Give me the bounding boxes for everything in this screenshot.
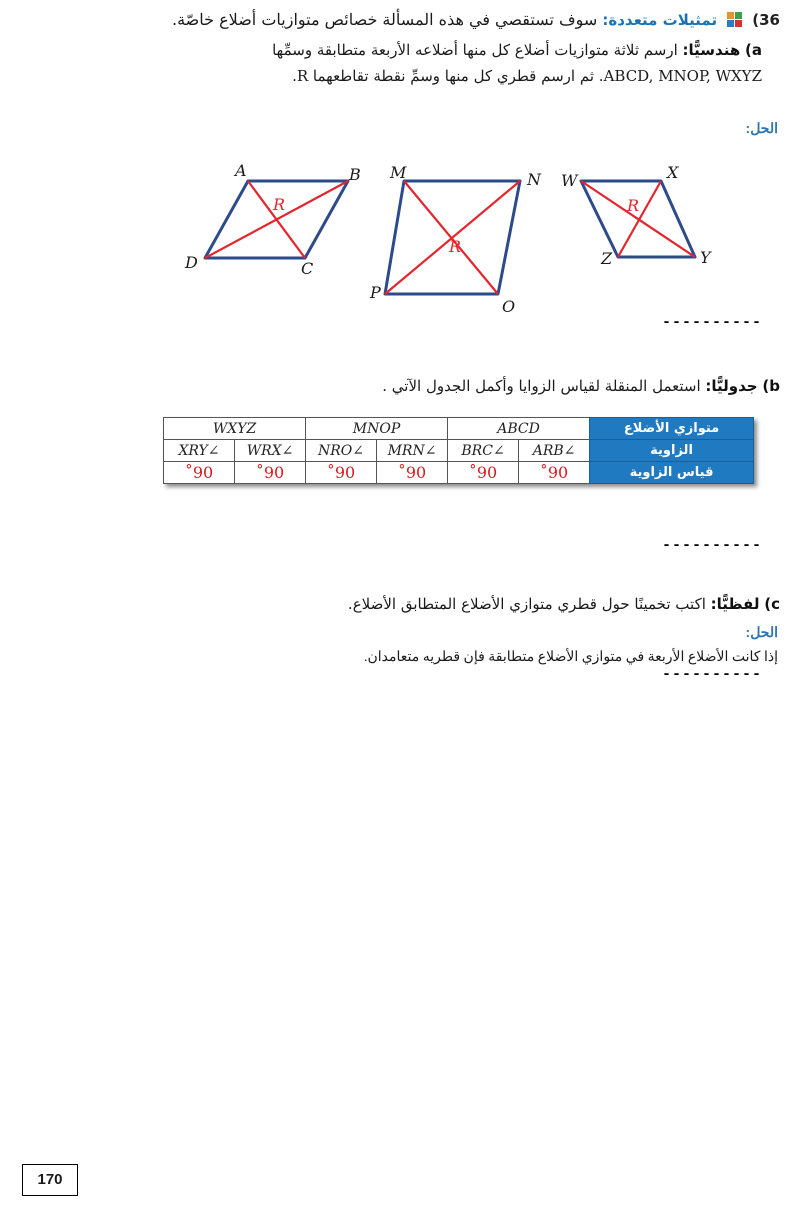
part-b-text: استعمل المنقلة لقياس الزوايا وأكمل الجدول الآتي .: [382, 377, 701, 395]
problem-intro: سوف تستقصي في هذه المسألة خصائص متوازيات أضلاع خاصّة.: [172, 10, 598, 29]
cell-mnop: MNOP: [306, 418, 448, 440]
vertex-x-label: X: [667, 163, 679, 182]
part-b-name: جدوليًّا:: [705, 377, 758, 395]
parallelogram-mnop: [369, 163, 542, 316]
cell-angle-brc: ∠BRC: [448, 440, 519, 462]
solution-label-a: الحل:: [745, 120, 778, 136]
answer-dashes-b: ----------: [662, 537, 763, 554]
vertex-y-label: Y: [700, 248, 711, 267]
cell-measure-nro: 90˚: [306, 462, 377, 484]
multiple-representations-icon: [726, 9, 743, 26]
part-b-line: [60, 374, 780, 398]
part-a-line1: [42, 38, 762, 62]
cell-measure-brc: 90˚: [448, 462, 519, 484]
cell-angle-nro: ∠NRO: [306, 440, 377, 462]
vertex-n-label: N: [527, 170, 541, 189]
cell-angle-mrn: ∠MRN: [377, 440, 448, 462]
intersection-r-label-abcd: R: [273, 195, 286, 214]
part-c-label: c): [764, 595, 780, 613]
part-a-line2: ABCD, MNOP, WXYZ. ثم ارسم قطري كل منها وسمِّ نقطة تقاطعهما R.: [292, 67, 762, 85]
problem-header: [20, 6, 780, 34]
cell-measure-mrn: 90˚: [377, 462, 448, 484]
part-a-name: هندسيًّا:: [682, 41, 741, 59]
part-c-text: اكتب تخمينًا حول قطري متوازي الأضلاع المتطابق الأضلاع.: [347, 595, 706, 613]
row-header-parallelogram: متوازي الأضلاع: [590, 418, 754, 440]
cell-wxyz: WXYZ: [164, 418, 306, 440]
vertex-p-label: P: [370, 283, 381, 302]
parallelogram-abcd: [184, 161, 361, 278]
part-a-text1: ارسم ثلاثة متوازيات أضلاع كل منها أضلاعه الأربعة متطابقة وسمِّها: [272, 41, 678, 59]
cell-measure-wrx: 90˚: [235, 462, 306, 484]
vertex-z-label: Z: [601, 249, 613, 268]
table-row-parallelograms: [164, 418, 754, 440]
answer-dashes-c: ----------: [662, 666, 763, 683]
cell-angle-arb: ∠ARB: [519, 440, 590, 462]
cell-angle-xry: ∠XRY: [164, 440, 235, 462]
intersection-r-label-mnop: R: [449, 237, 462, 256]
vertex-c-label: C: [301, 259, 314, 278]
part-c-name: لفظيًّا:: [710, 595, 760, 613]
row-header-measure: قياس الزاوية: [590, 462, 754, 484]
vertex-b-label: B: [349, 165, 361, 184]
angle-table: [163, 417, 754, 484]
table-row-angles: [164, 440, 754, 462]
parallelogram-wxyz: [561, 163, 712, 268]
cell-measure-xry: 90˚: [164, 462, 235, 484]
answer-dashes-a: ----------: [662, 314, 763, 331]
page-number: 170: [22, 1164, 78, 1196]
vertex-d-label: D: [185, 253, 198, 272]
problem-title: تمثيلات متعددة:: [602, 11, 718, 29]
answer-c-text: إذا كانت الأضلاع الأربعة في متوازي الأضلاع متطابقة فإن قطريه متعامدان.: [363, 650, 778, 665]
part-b-label: b): [762, 377, 780, 395]
vertex-m-label: M: [390, 163, 407, 182]
table-row-measures: [164, 462, 754, 484]
row-header-angle: الزاوية: [590, 440, 754, 462]
intersection-r-label-wxyz: R: [627, 196, 640, 215]
vertex-a-label: A: [235, 161, 247, 180]
problem-number: 36): [752, 11, 780, 29]
parallelograms-figure: [175, 160, 735, 320]
cell-abcd: ABCD: [448, 418, 590, 440]
vertex-w-label: W: [561, 171, 578, 190]
solution-label-c: الحل:: [745, 624, 778, 640]
cell-measure-arb: 90˚: [519, 462, 590, 484]
vertex-o-label: O: [502, 297, 516, 316]
part-a-label: a): [745, 41, 762, 59]
cell-angle-wrx: ∠WRX: [235, 440, 306, 462]
part-c-line: [60, 592, 780, 616]
